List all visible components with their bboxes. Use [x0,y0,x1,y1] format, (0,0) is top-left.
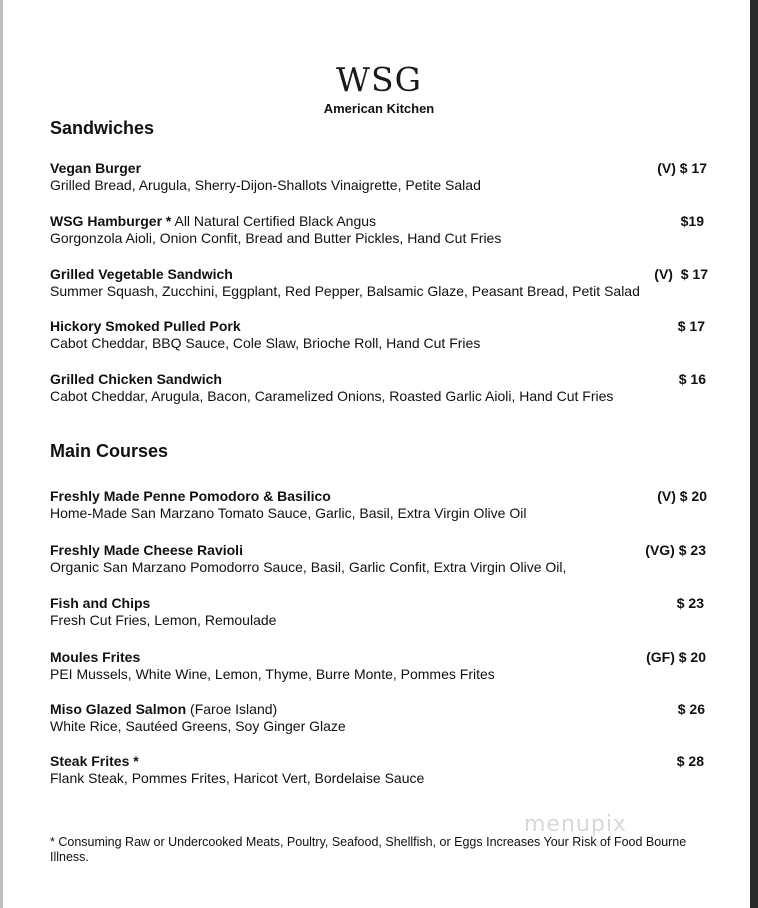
item-name: Miso Glazed Salmon [50,701,187,717]
menu-item [50,753,710,787]
item-name: Freshly Made Penne Pomodoro & Basilico [50,488,331,504]
item-name: Hickory Smoked Pulled Pork [50,318,241,334]
item-name: Grilled Vegetable Sandwich [50,266,233,282]
item-name: Fish and Chips [50,595,151,611]
menu-item [50,701,710,735]
item-description: Flank Steak, Pommes Frites, Haricot Vert, Bordelaise Sauce [50,770,425,786]
item-price: (GF) $ 20 [646,649,706,665]
item-name: Steak Frites * [50,753,139,769]
item-name: Moules Frites [50,649,141,665]
watermark: menupix [524,812,627,837]
menu-item [50,542,710,576]
item-price: (V) $ 17 [657,160,707,176]
item-description: Home-Made San Marzano Tomato Sauce, Garlic, Basil, Extra Virgin Olive Oil [50,505,527,521]
item-name: Grilled Chicken Sandwich [50,371,222,387]
item-price: (V) $ 20 [657,488,707,504]
item-price: $ 16 [678,371,706,387]
item-name: Freshly Made Cheese Ravioli [50,542,243,558]
menu-item [50,488,710,522]
item-price: $ 28 [676,753,704,769]
item-price: (VG) $ 23 [645,542,706,558]
item-description: Summer Squash, Zucchini, Eggplant, Red Pepper, Balsamic Glaze, Peasant Bread, Petit Salad [50,283,640,299]
item-description: White Rice, Sautéed Greens, Soy Ginger Glaze [50,718,346,734]
restaurant-logo: WSG [336,60,422,99]
menu-item [50,318,710,352]
section-title-sandwiches: Sandwiches [50,118,155,138]
item-description: Cabot Cheddar, BBQ Sauce, Cole Slaw, Brioche Roll, Hand Cut Fries [50,335,481,351]
item-name: Vegan Burger [50,160,142,176]
item-description: Grilled Bread, Arugula, Sherry-Dijon-Shallots Vinaigrette, Petite Salad [50,177,481,193]
menu-item [50,213,710,247]
item-description: Gorgonzola Aioli, Onion Confit, Bread and Butter Pickles, Hand Cut Fries [50,230,502,246]
page-edge-left [0,0,3,908]
item-note: (Faroe Island) [186,701,278,717]
menu-item [50,595,710,629]
menu-item [50,649,710,683]
menu-item [50,266,710,300]
item-note: All Natural Certified Black Angus [171,213,377,229]
item-description: Organic San Marzano Pomodorro Sauce, Basil, Garlic Confit, Extra Virgin Olive Oil, [50,559,567,575]
menu-item [50,371,710,405]
item-name: WSG Hamburger * [50,213,172,229]
item-description: Fresh Cut Fries, Lemon, Remoulade [50,612,277,628]
footnote: * Consuming Raw or Undercooked Meats, Poultry, Seafood, Shellfish, or Eggs Increases Your Risk of Food Bourne Illness. [50,835,687,864]
item-description: PEI Mussels, White Wine, Lemon, Thyme, Burre Monte, Pommes Frites [50,666,495,682]
section-title-main-courses: Main Courses [50,441,169,461]
item-price: $ 23 [676,595,704,611]
restaurant-subtitle: American Kitchen [323,101,435,116]
item-price: $ 17 [677,318,705,334]
item-price: $ 26 [677,701,705,717]
item-description: Cabot Cheddar, Arugula, Bacon, Caramelized Onions, Roasted Garlic Aioli, Hand Cut Fries [50,388,614,404]
item-price: (V) $ 17 [654,266,708,282]
menu-item [50,160,710,194]
item-price: $19 [680,213,704,229]
page-edge-right [750,0,758,908]
